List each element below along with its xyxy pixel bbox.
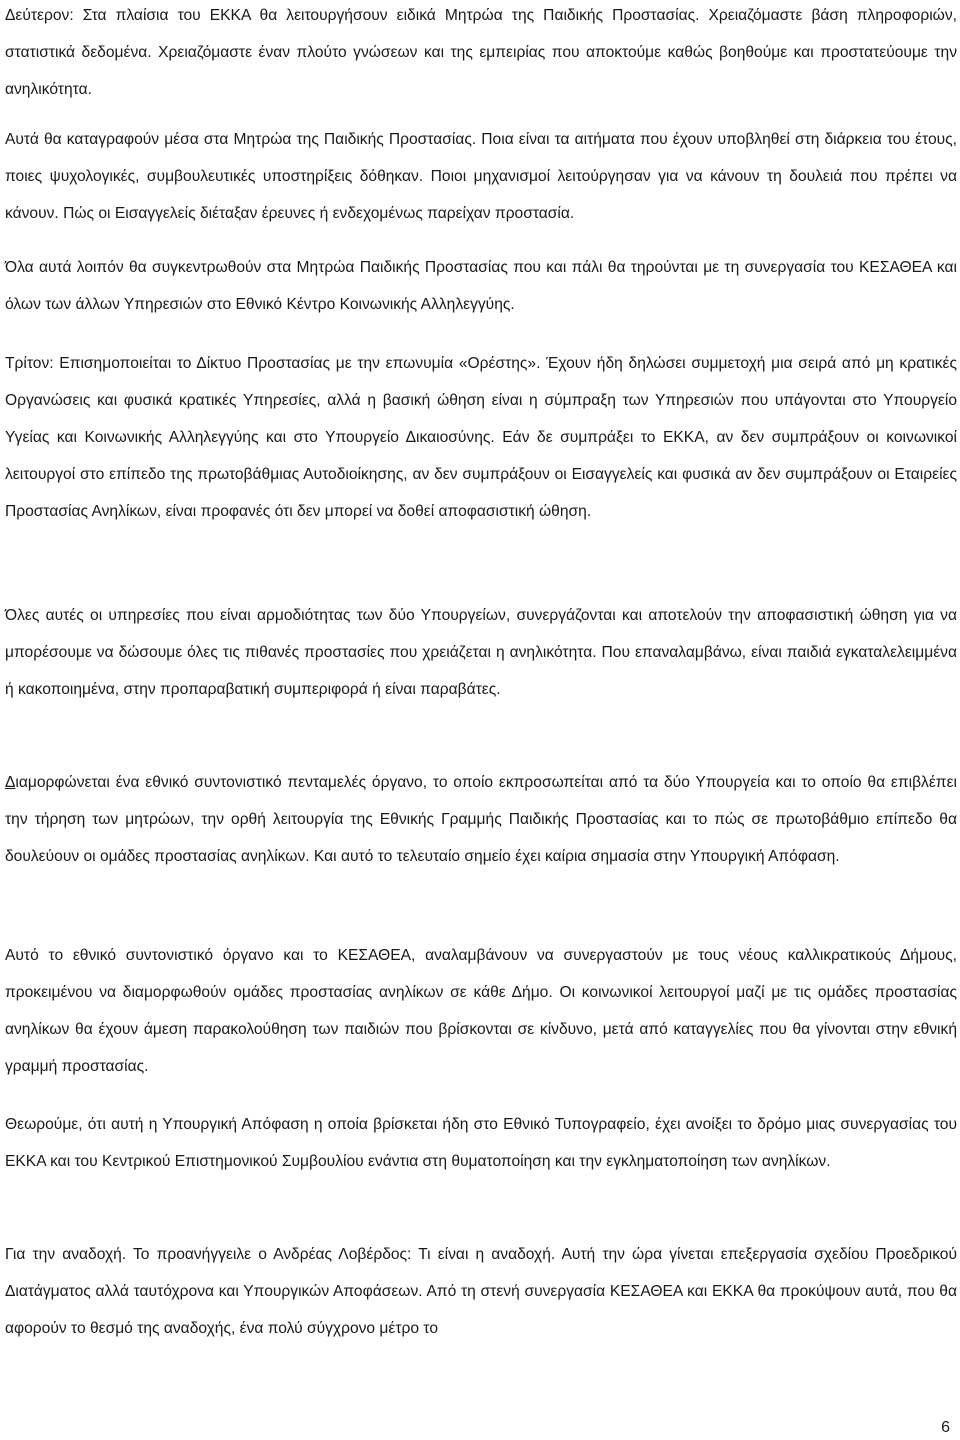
underlined-initial: Δ xyxy=(5,774,16,791)
paragraph-5: Όλες αυτές οι υπηρεσίες που είναι αρμοδιότητας των δύο Υπουργείων, συνεργάζονται και αποτελούν την αποφασιστική ώθηση για να μπορέσουμε να δώσουμε όλες τις πιθανές προστασίες που χρειάζεται η ανηλικότητα. Που επαναλαμβάνω, είναι παιδιά εγκαταλελειμμένα ή κακοποιημένα, στην προπαραβατική συμπεριφορά ή είναι παραβάτες. xyxy=(5,607,957,698)
paragraph-1: Δεύτερον: Στα πλαίσια του ΕΚΚΑ θα λειτουργήσουν ειδικά Μητρώα της Παιδικής Προστασίας. Χρειαζόμαστε βάση πληροφοριών, στατιστικά δεδομένα. Χρειαζόμαστε έναν πλούτο γνώσεων και της εμπειρίας που αποκτούμε καθώς βοηθούμε και προστατεύουμε την ανηλικότητα. xyxy=(5,7,957,98)
paragraph-7: Αυτό το εθνικό συντονιστικό όργανο και το ΚΕΣΑΘΕΑ, αναλαμβάνουν να συνεργαστούν με τους νέους καλλικρατικούς Δήμους, προκειμένου να διαμορφωθούν ομάδες προστασίας ανηλίκων σε κάθε Δήμο. Οι κοινωνικοί λειτουργοί μαζί με τις ομάδες προστασίας ανηλίκων θα έχουν άμεση παρακολούθηση των παιδιών που βρίσκονται σε κίνδυνο, μετά από καταγγελίες που θα γίνονται στην εθνική γραμμή προστασίας. xyxy=(5,947,957,1075)
paragraph-9: Για την αναδοχή. Το προανήγγειλε ο Ανδρέας Λοβέρδος: Τι είναι η αναδοχή. Αυτή την ώρα γίνεται επεξεργασία σχεδίου Προεδρικού Διατάγματος αλλά ταυτόχρονα και Υπουργικών Αποφάσεων. Από τη στενή συνεργασία ΚΕΣΑΘΕΑ και ΕΚΚΑ θα προκύψουν αυτά, που θα αφορούν το θεσμό της αναδοχής, ένα πολύ σύγχρονο μέτρο το xyxy=(5,1246,957,1337)
page-number: 6 xyxy=(941,1419,950,1436)
paragraph-3: Όλα αυτά λοιπόν θα συγκεντρωθούν στα Μητρώα Παιδικής Προστασίας που και πάλι θα τηρούνται με τη συνεργασία του ΚΕΣΑΘΕΑ και όλων των άλλων Υπηρεσιών στο Εθνικό Κέντρο Κοινωνικής Αλληλεγγύης. xyxy=(5,259,957,313)
paragraph-8: Θεωρούμε, ότι αυτή η Υπουργική Απόφαση η οποία βρίσκεται ήδη στο Εθνικό Τυπογραφείο, έχει ανοίξει το δρόμο μιας συνεργασίας του ΕΚΚΑ και του Κεντρικού Επιστημονικού Συμβουλίου ενάντια στη θυματοποίηση και την εγκληματοποίηση των ανηλίκων. xyxy=(5,1116,957,1170)
paragraph-6-text: ιαμορφώνεται ένα εθνικό συντονιστικό πενταμελές όργανο, το οποίο εκπροσωπείται από τα δύο Υπουργεία και το οποίο θα επιβλέπει την τήρηση των μητρώων, την ορθή λειτουργία της Εθνικής Γραμμής Παιδικής Προστασίας και το πώς σε πρωτοβάθμιο επίπεδο θα δουλεύουν οι ομάδες προστασίας ανηλίκων. Και αυτό το τελευταίο σημείο έχει καίρια σημασία στην Υπουργική Απόφαση. xyxy=(5,774,957,865)
paragraph-2: Αυτά θα καταγραφούν μέσα στα Μητρώα της Παιδικής Προστασίας. Ποια είναι τα αιτήματα που έχουν υποβληθεί στη διάρκεια του έτους, ποιες ψυχολογικές, συμβουλευτικές υποστηρίξεις δόθηκαν. Ποιοι μηχανισμοί λειτούργησαν για να κάνουν τη δουλειά που πρέπει να κάνουν. Πώς οι Εισαγγελείς διέταξαν έρευνες ή ενδεχομένως παρείχαν προστασία. xyxy=(5,131,957,222)
paragraph-4: Τρίτον: Επισημοποιείται το Δίκτυο Προστασίας με την επωνυμία «Ορέστης». Έχουν ήδη δηλώσει συμμετοχή μια σειρά από μη κρατικές Οργανώσεις και φυσικά κρατικές Υπηρεσίες, αλλά η βασική ώθηση είναι η σύμπραξη των Υπηρεσιών που υπάγονται στο Υπουργείο Υγείας και Κοινωνικής Αλληλεγγύης και στο Υπουργείο Δικαιοσύνης. Εάν δε συμπράξει το ΕΚΚΑ, αν δεν συμπράξουν οι κοινωνικοί λειτουργοί στο επίπεδο της πρωτοβάθμιας Αυτοδιοίκησης, αν δεν συμπράξουν οι Εισαγγελείς και φυσικά αν δεν συμπράξουν οι Εταιρείες Προστασίας Ανηλίκων, είναι προφανές ότι δεν μπορεί να δοθεί αποφασιστική ώθηση. xyxy=(5,355,957,520)
paragraph-6 xyxy=(5,764,957,875)
